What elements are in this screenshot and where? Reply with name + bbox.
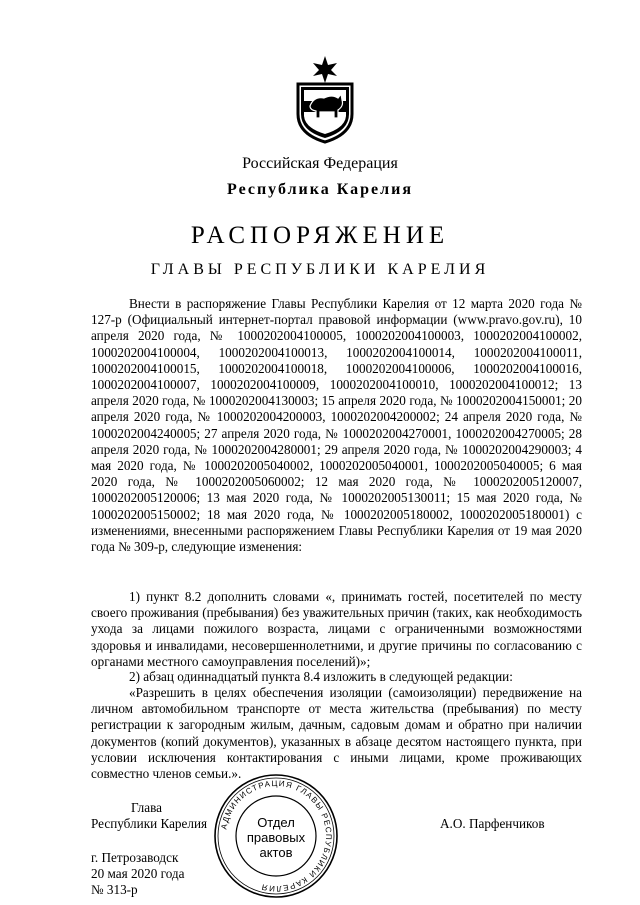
coat-of-arms-emblem: [292, 54, 358, 144]
stamp-ring-text: АДМИНИСТРАЦИЯ ГЛАВЫ РЕСПУБЛИКИ КАРЕЛИЯ: [219, 778, 334, 894]
stamp-center-line1: Отдел: [257, 815, 295, 830]
country-name: Российская Федерация: [242, 155, 398, 172]
issuing-authority: ГЛАВЫ РЕСПУБЛИКИ КАРЕЛИЯ: [150, 261, 490, 278]
document-type-title: РАСПОРЯЖЕНИЕ: [190, 222, 450, 249]
republic-name: Республика Карелия: [227, 181, 413, 198]
crown-star-icon: [313, 56, 337, 83]
amendment-item-1: 1) пункт 8.2 дополнить словами «, принимать гостей, посетителей по месту своего проживания (пребывания) без уважительных причин (таких, как необходимость ухода за лицами пожилого возраста, лицами с ограниченными возможностями здоровья и инвалидами, несовершеннолетними, и другие причины по согласованию с органами местного самоуправления поселений)»;: [91, 589, 582, 669]
issue-city: г. Петрозаводск: [91, 850, 179, 865]
amendment-item-2: 2) абзац одиннадцатый пункта 8.4 изложить в следующей редакции:: [129, 669, 513, 684]
issue-date: 20 мая 2020 года: [91, 866, 185, 881]
official-stamp: [212, 772, 340, 900]
stamp-center-line3: актов: [259, 845, 293, 860]
stamp-center-line2: правовых: [246, 830, 306, 845]
signatory-title-line1: Глава: [131, 800, 162, 815]
intro-paragraph: Внести в распоряжение Главы Республики Карелия от 12 марта 2020 года № 127-р (Официальный интернет-портал правовой информации (www.pravo.gov.ru), 10 апреля 2020 года, № 1000202004100005, 1000202004100003, 1000202004100002, 1000202004100004, 1000202004100013, 1000202004100014, 1000202004100011, 1000202004100015, 1000202004100018, 1000202004100006, 1000202004100016, 1000202004100007, 1000202004100009, 1000202004100010, 1000202004100012; 13 апреля 2020 года, № 1000202004130003; 15 апреля 2020 года, № 1000202004150001; 20 апреля 2020 года, № 1000202004200003, 1000202004200002; 24 апреля 2020 года, № 1000202004240005; 27 апреля 2020 года, № 1000202004270001, 1000202004270005; 28 апреля 2020 года, № 1000202004280001; 29 апреля 2020 года, № 1000202004290003; 4 мая 2020 года, № 1000202005040002, 1000202005040001, 1000202005040005; 6 мая 2020 года, № 1000202005060002; 12 мая 2020 года, № 1000202005120007, 1000202005120006; 13 мая 2020 года, № 1000202005130011; 15 мая 2020 года, № 1000202005150002; 18 мая 2020 года, № 1000202005180002, 1000202005180001) с изменениями, внесенными распоряжением Главы Республики Карелия от 19 мая 2020 года № 309-р, следующие изменения:: [91, 296, 582, 555]
signatory-title-line2: Республики Карелия: [91, 816, 208, 831]
quoted-text: «Разрешить в целях обеспечения изоляции (самоизоляции) передвижение на личном автомобильном транспорте от места жительства (пребывания) по месту регистрации к загородным жилым, дачным, садовым домам и обратно при наличии документов (копий документов), указанных в абзаце десятом настоящего пункта, при условии исключения контактирования с иными лицами, кроме проживающих совместно членов семьи.».: [91, 685, 582, 782]
document-number: № 313-р: [91, 882, 138, 897]
signatory-name: А.О. Парфенчиков: [440, 816, 545, 831]
